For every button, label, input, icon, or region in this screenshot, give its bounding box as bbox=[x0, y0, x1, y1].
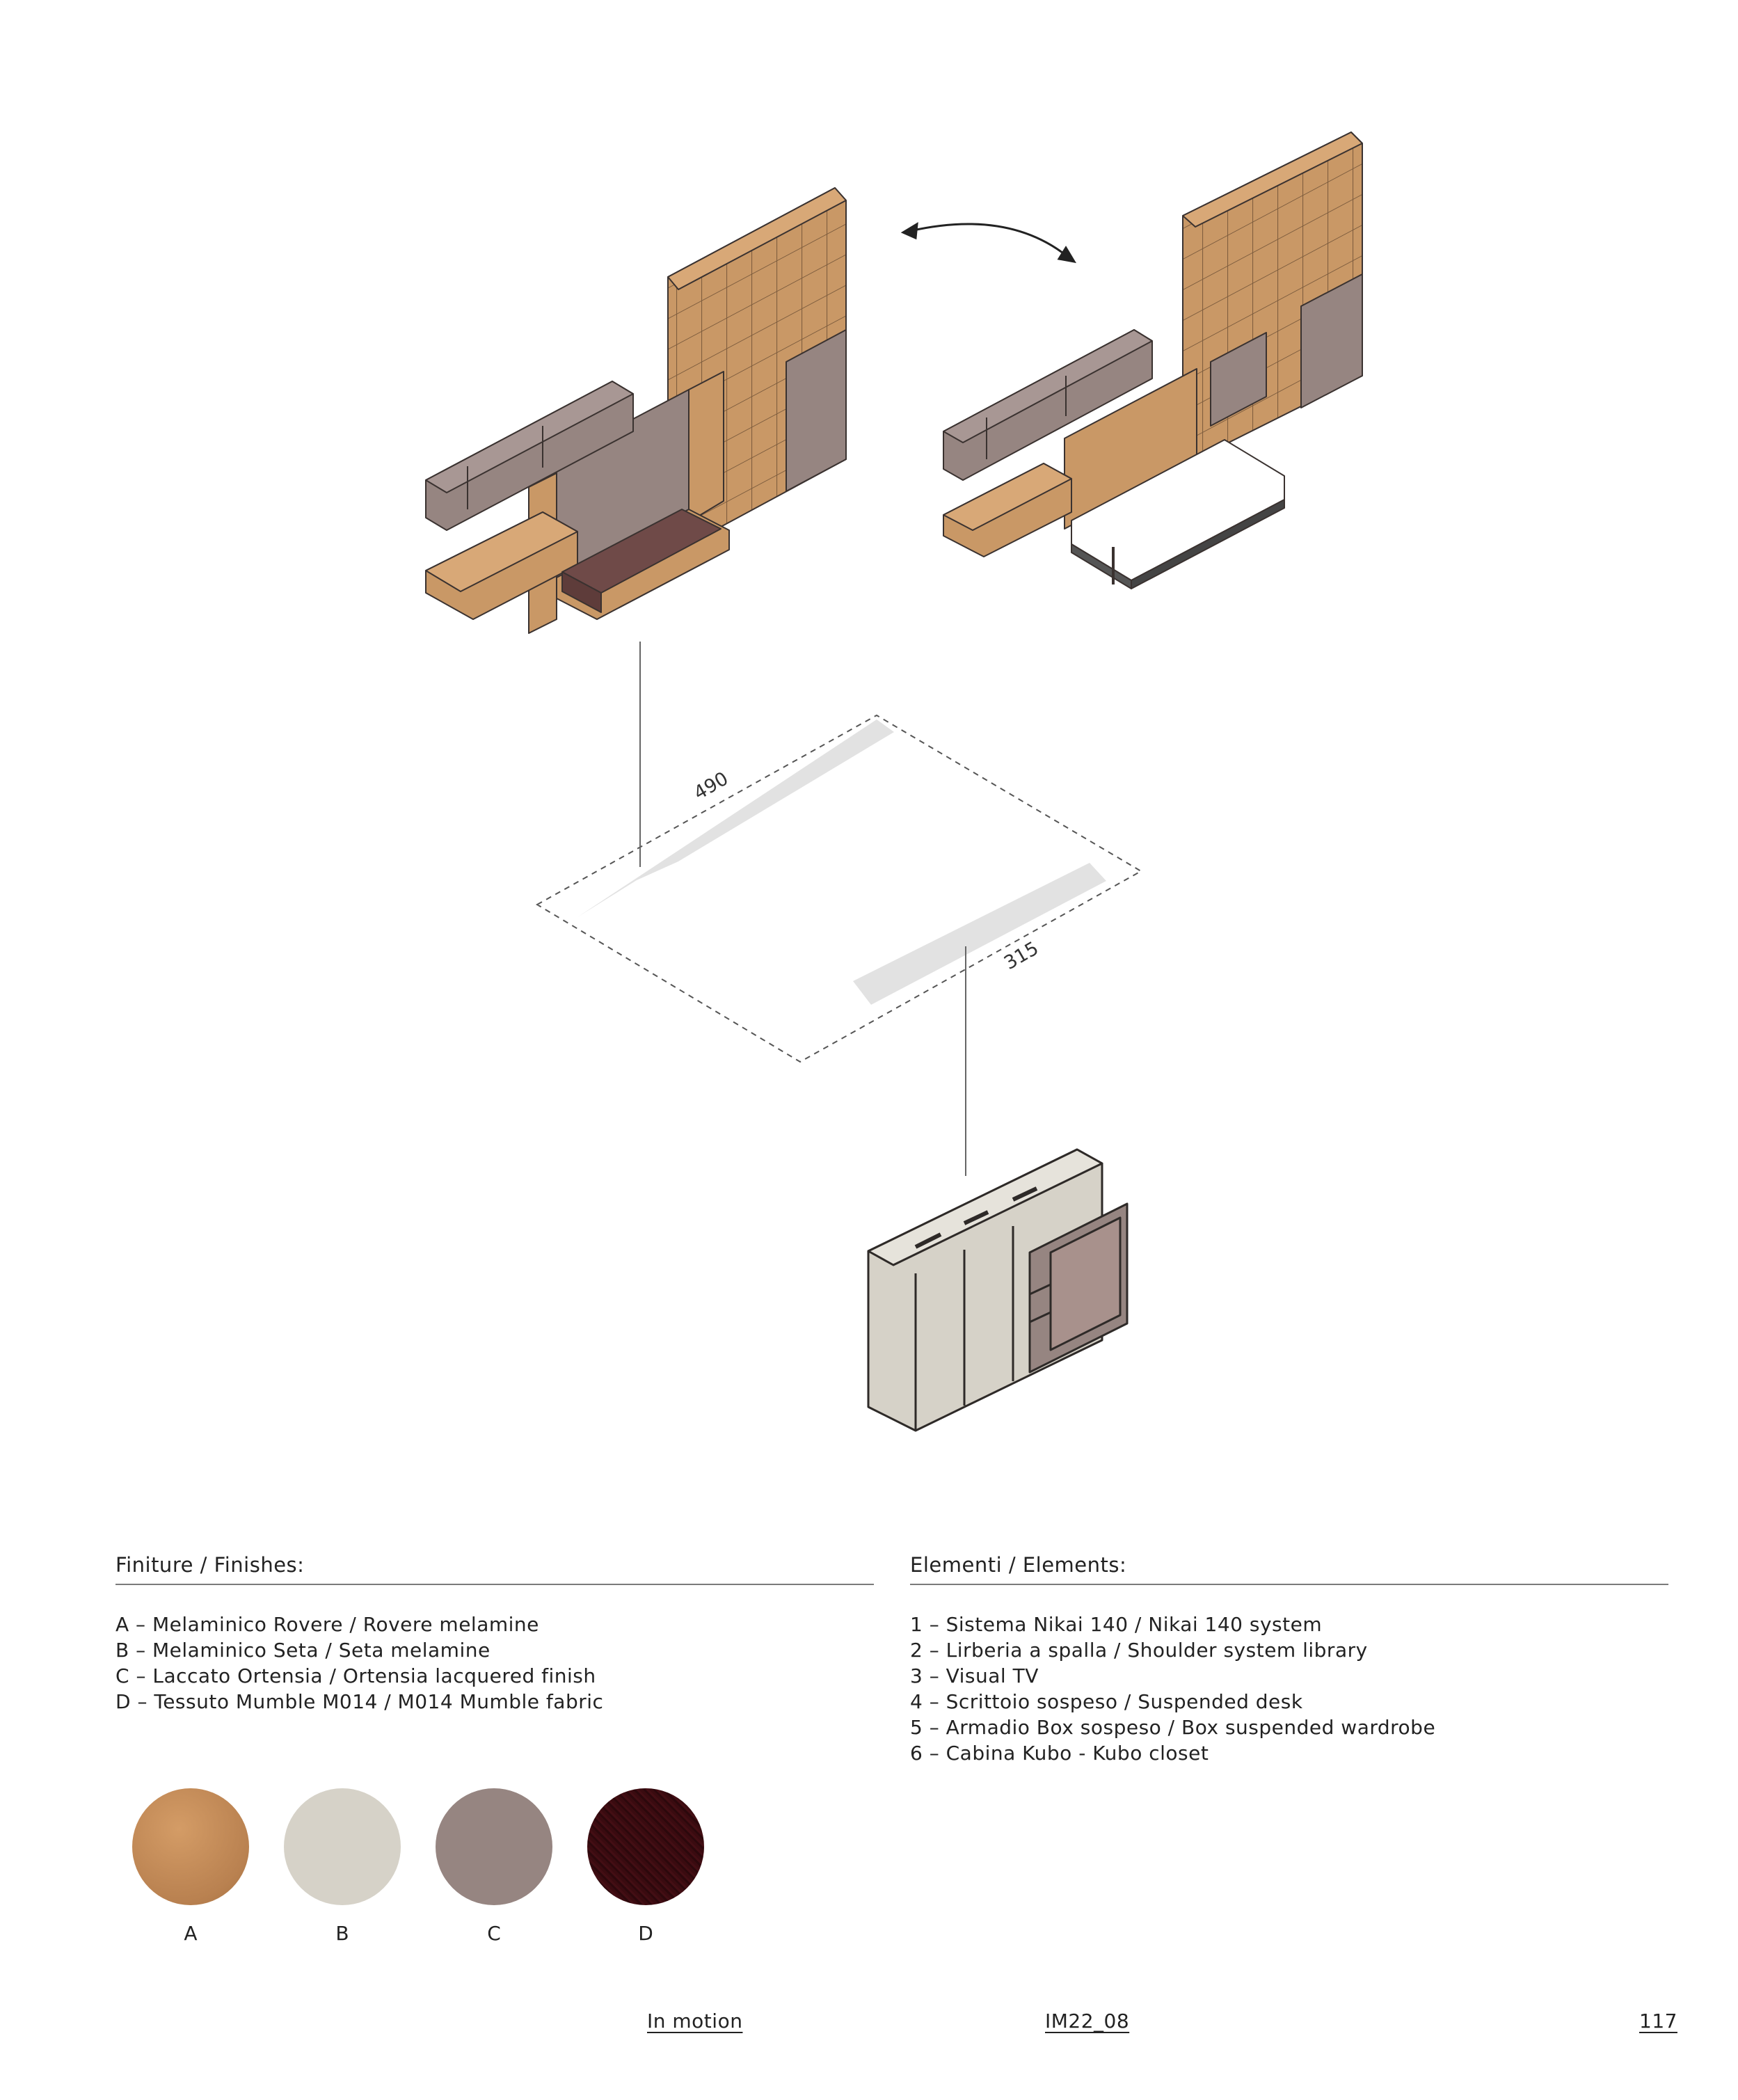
wardrobe-closet bbox=[868, 1150, 1127, 1431]
swatch-rovere bbox=[132, 1788, 249, 1905]
element-item: 4 – Scrittoio sospeso / Suspended desk bbox=[910, 1690, 1303, 1713]
finish-item: C – Laccato Ortensia / Ortensia lacquered finish bbox=[115, 1664, 596, 1687]
elements-divider bbox=[910, 1584, 1668, 1585]
finishes-title: Finiture / Finishes: bbox=[115, 1553, 305, 1577]
night-configuration bbox=[943, 132, 1362, 589]
finish-item: A – Melaminico Rovere / Rovere melamine bbox=[115, 1613, 539, 1636]
swatch-seta bbox=[284, 1788, 401, 1905]
day-configuration bbox=[426, 188, 846, 633]
finish-item: B – Melaminico Seta / Seta melamine bbox=[115, 1639, 491, 1662]
floor-plan bbox=[537, 642, 1141, 1176]
elements-title: Elementi / Elements: bbox=[910, 1553, 1127, 1577]
element-item: 6 – Cabina Kubo - Kubo closet bbox=[910, 1742, 1209, 1765]
element-item: 3 – Visual TV bbox=[910, 1664, 1039, 1687]
swatch-ortensia bbox=[436, 1788, 552, 1905]
swatch-label: A bbox=[184, 1922, 198, 1945]
swatch-label: B bbox=[335, 1922, 349, 1945]
dimension-depth-label: 315 bbox=[1000, 937, 1043, 975]
elements-list bbox=[910, 1612, 1435, 1766]
finish-item: D – Tessuto Mumble M014 / M014 Mumble fabric bbox=[115, 1690, 604, 1713]
finishes-divider bbox=[115, 1584, 874, 1585]
product-code-link[interactable]: IM22_08 bbox=[1045, 2010, 1130, 2033]
dimension-length-label: 490 bbox=[690, 767, 733, 805]
element-item: 1 – Sistema Nikai 140 / Nikai 140 system bbox=[910, 1613, 1323, 1636]
element-item: 5 – Armadio Box sospeso / Box suspended wardrobe bbox=[910, 1716, 1436, 1739]
swatch-mumble-fabric bbox=[587, 1788, 704, 1905]
swatch-label: D bbox=[638, 1922, 653, 1945]
swatch-label: C bbox=[487, 1922, 501, 1945]
page-number[interactable]: 117 bbox=[1639, 2010, 1677, 2033]
collection-link[interactable]: In motion bbox=[647, 2010, 743, 2033]
swap-arrow-icon bbox=[903, 224, 1074, 262]
element-item: 2 – Lirberia a spalla / Shoulder system library bbox=[910, 1639, 1368, 1662]
finishes-list bbox=[115, 1612, 603, 1715]
